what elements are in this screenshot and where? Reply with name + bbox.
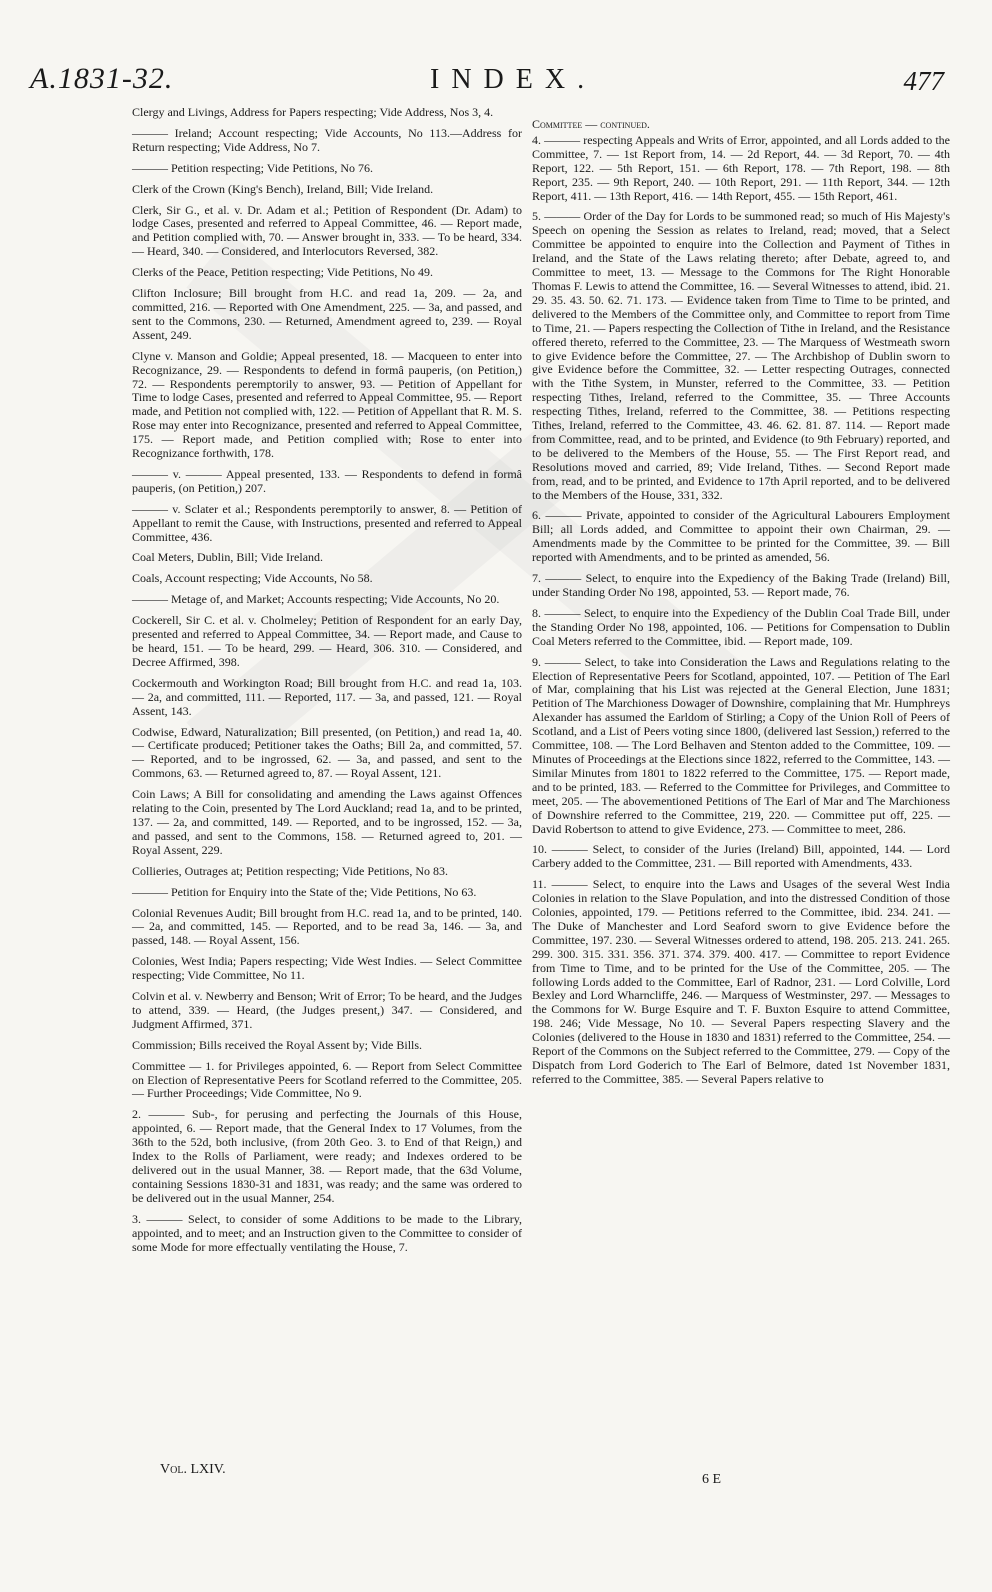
index-entry: Collieries, Outrages at; Petition respecting; Vide Petitions, No 83. — [132, 863, 449, 878]
signature-mark: 6 E — [702, 1472, 722, 1487]
index-entry: Cockermouth and Workington Road; Bill brought from H.C. and read 1a, 103. — 2a, and committed, 111. — Reported, 117. — 3a, and passed, 121. — Royal Assent, 143. — [132, 675, 522, 718]
index-entry: ——— v. ——— Appeal presented, 133. — Respondents to defend in formâ pauperis, (on Petition,) 207. — [132, 466, 522, 495]
index-entry: Clyne v. Manson and Goldie; Appeal presented, 18. — Macqueen to enter into Recognizance, 29. — Respondents to defend in formâ pauperis, (on Petition,) 72. — Respondents peremptorily to answer, 93. — Petition of Appellant for Time to lodge Cases, presented and referred to Appeal Committee, 95. — Report made, and Petition not complied with, 122. — Petition of Appellant that R. M. S. Rose may enter into Recognizance, presented and referred to Appeal Committee, 175. — Report made, and Petition complied with; Rose to enter into Recognizance forthwith, 178. — [132, 348, 522, 461]
index-entry: Clerks of the Peace, Petition respecting; Vide Petitions, No 49. — [132, 265, 434, 280]
right-column — [532, 106, 950, 1094]
index-entry: 10. ——— Select, to consider of the Juries (Ireland) Bill, appointed, 144. — Lord Carbery added to the Committee, 231. — Bill reported with Amendments, 433. — [532, 842, 950, 871]
header-year: A.1831-32. — [30, 62, 174, 95]
index-entry: ——— Ireland; Account respecting; Vide Accounts, No 113.—Address for Return respecting; Vide Address, No 7. — [132, 125, 522, 154]
index-entry: Coin Laws; A Bill for consolidating and amending the Laws against Offences relating to the Coin, presented by The Lord Auckland; read 1a, and to be printed, 137. — 2a, and committed, 149. — Reported, and to be ingrossed, 152. — 3a, and passed, and sent to the Commons, 158. — Returned agreed to, 201. — Royal Assent, 229. — [132, 787, 522, 857]
index-entry: ——— Petition respecting; Vide Petitions, No 76. — [132, 160, 374, 175]
header-title: INDEX. — [430, 64, 597, 95]
continued-heading: Committee — continued. — [532, 117, 650, 131]
index-entry: 8. ——— Select, to enquire into the Expediency of the Dublin Coal Trade Bill, under the Standing Order No 198, appointed, 106. — Petitions for Compensation to Dublin Coal Meters referred to the Committee, ibid. — Report made, 109. — [532, 605, 950, 648]
index-entry: Coal Meters, Dublin, Bill; Vide Ireland. — [132, 550, 324, 565]
index-entry: 11. ——— Select, to enquire into the Laws and Usages of the several West India Colonies in relation to the Slave Population, and into the distressed Condition of those Colonies, appointed, 179. — Petitions referred to the Committee, ibid. 234. 241. — The Duke of Manchester and Lord Seaford sworn to give Evidence before the Committee, 197. 230. — Several Witnesses ordered to attend, 198. 205. 213. 241. 265. 299. 300. 315. 331. 356. 371. 374. 379. 400. 417. — Committee to report Evidence from Time to Time, and to be printed for the Use of the Committee, 205. — The following Lords added to the Committee, Earl of Radnor, 231. — Lord Colville, Lord Bexley and Lord Wharncliffe, 246. — Marquess of Westminster, 297. — Messages to the Commons for W. Burge Esquire and T. F. Buxton Esquire to attend Committee, 198. 246; Vide Message, No 10. — Several Papers respecting Slavery and the Colonies (delivered to the House in 1830 and 1831) referred to the Committee, 254. — Report of the Commons on the Subject referred to the Committee, 279. — Copy of the Dispatch from Lord Goderich to The Earl of Belmore, dated 1st November 1831, referred to the Committee, 385. — Several Papers relative to — [532, 877, 950, 1086]
index-entry: ——— v. Sclater et al.; Respondents peremptorily to answer, 8. — Petition of Appellant to remit the Cause, with Instructions, presented and referred to Appeal Committee, 436. — [132, 501, 522, 544]
index-entry: Commission; Bills received the Royal Assent by; Vide Bills. — [132, 1037, 423, 1052]
page-number: 477 — [903, 66, 944, 96]
index-entry: ——— Metage of, and Market; Accounts respecting; Vide Accounts, No 20. — [132, 592, 500, 607]
index-entry: Codwise, Edward, Naturalization; Bill presented, (on Petition,) and read 1a, 40. — Certificate produced; Petitioner takes the Oaths; Bill 2a, and committed, 57. — Reported, and to be ingrossed, 62. — 3a, and passed, and sent to the Commons, 63. — Returned agreed to, 87. — Royal Assent, 121. — [132, 724, 522, 781]
index-entry: 9. ——— Select, to take into Consideration the Laws and Regulations relating to the Election of Representative Peers for Scotland, appointed, 107. — Petition of The Earl of Mar, complaining that his List was rejected at the General Election, June 1831; Petition of The Marchioness Dowager of Downshire, complaining that Mr. Humphreys Alexander has assumed the Earldom of Stirling; a Copy of the Union Roll of Peers of Scotland, and a List of Peers voting since 1800, (delivered last Session,) referred to the Committee, 108. — The Lord Belhaven and Stenton added to the Committee, 109. — Minutes of Proceedings at the Elections since 1822, referred to the Committee, 143. — Similar Minutes from 1801 to 1822 referred to the Committee, 175. — Report made, and to be printed, 183. — Referred to the Committee for Privileges, and Committee to meet, 205. — The abovementioned Petitions of The Earl of Mar and The Marchioness of Downshire referred to the Committee, 219, 220. — Committee put off, 225. — David Robertson to attend to give Evidence, 273. — Committee to meet, 286. — [532, 654, 950, 836]
index-entry: 3. ——— Select, to consider of some Additions to be made to the Library, appointed, and to meet; and an Instruction given to the Committee to consider of some Mode for more effectually ventilating the House, 7. — [132, 1211, 522, 1254]
index-entry: Coals, Account respecting; Vide Accounts, No 58. — [132, 571, 373, 586]
index-entry: ——— Petition for Enquiry into the State of the; Vide Petitions, No 63. — [132, 884, 477, 899]
index-entry: Colonies, West India; Papers respecting; Vide West Indies. — Select Committee respecting; Vide Committee, No 11. — [132, 954, 522, 983]
index-entry: Committee — 1. for Privileges appointed, 6. — Report from Select Committee on Election of Representative Peers for Scotland referred to the Committee, 205. — Further Proceedings; Vide Committee, No 9. — [132, 1058, 522, 1101]
index-entry: 7. ——— Select, to enquire into the Expediency of the Baking Trade (Ireland) Bill, under Standing Order No 198, appointed, 53. — Report made, 76. — [532, 571, 950, 599]
page-header — [0, 62, 992, 102]
index-entry: 4. ——— respecting Appeals and Writs of Error, appointed, and all Lords added to the Committee, 7. — 1st Report from, 14. — 2d Report, 44. — 3d Report, 70. — 4th Report, 122. — 5th Report, 151. — 6th Report, 178. — 7th Report, 198. — 8th Report, 235. — 9th Report, 240. — 10th Report, 291. — 11th Report, 344. — 12th Report, 411. — 13th Report, 416. — 14th Report, 455. — 15th Report, 461. — [532, 132, 950, 203]
index-entry: Clerk of the Crown (King's Bench), Ireland, Bill; Vide Ireland. — [132, 181, 434, 196]
index-entry: Cockerell, Sir C. et al. v. Cholmeley; Petition of Respondent for an early Day, presented and referred to Appeal Committee, 34. — Report made, and Cause to be heard, 151. — To be heard, 299. — Heard, 306. 310. — Considered, and Decree Affirmed, 398. — [132, 613, 522, 669]
index-entry: 5. ——— Order of the Day for Lords to be summoned read; so much of His Majesty's Speech on opening the Session as relates to Ireland, read; moved, that a Select Committee be appointed to enquire into the Collection and Payment of Tithes in Ireland, and the State of the Laws relating thereto; after Debate, agreed to, and Committee to meet, 13. — Message to the Commons for The Right Honorable Thomas F. Lewis to attend the Committee, 16. — Several Witnesses to attend, ibid. 21. 29. 35. 43. 50. 62. 71. 173. — Evidence taken from Time to Time to be printed, and delivered to the Members of the Committee only, and Committee to report from Time to Time, 21. — Papers respecting the Collection of Tithe in Ireland, and the Resistance offered thereto, referred to the Committee, 23. — The Marquess of Westmeath sworn to give Evidence before the Committee, 27. — The Archbishop of Dublin sworn to give Evidence before the Committee, 32. — Letter respecting Outrages, connected with the Tithe System, in Munster, referred to the Committee, 33. — Petition respecting Tithes, Ireland, referred to the Committee, 35. — Three Accounts respecting Tithes, Ireland, referred to the Committee, 38. — Petitions respecting Tithes, Ireland, referred to the Committee, 43. 46. 62. 81. 87. 114. — Report made from Committee, read, and to be printed, and Evidence (to 9th February) reported, and to be delivered to the Members of the House, 55. — The First Report read, and Resolutions moved and carried, 89; Vide Ireland, Tithes. — Second Report made from, read, and to be printed, and Evidence to 17th April reported, and to be delivered to the Members of the House, 331, 332. — [532, 209, 950, 502]
index-entry: Clergy and Livings, Address for Papers respecting; Vide Address, Nos 3, 4. — [132, 105, 494, 119]
volume-label: Vol. LXIV. — [160, 1462, 226, 1477]
index-entry: Clerk, Sir G., et al. v. Dr. Adam et al.; Petition of Respondent (Dr. Adam) to lodge Cases, presented and referred to Appeal Committee, 46. — Report made, and Petition complied with, 70. — Answer brought in, 333. — To be heard, 334. — Heard, 340. — Considered, and Interlocutors Reversed, 382. — [132, 202, 522, 259]
index-entry: Colonial Revenues Audit; Bill brought from H.C. read 1a, and to be printed, 140. — 2a, and committed, 145. — Reported, and to be read 3a, 146. — 3a, and passed, 148. — Royal Assent, 156. — [132, 905, 522, 948]
index-entry: 2. ——— Sub-, for perusing and perfecting the Journals of this House, appointed, 6. — Report made, that the General Index to 17 Volumes, from the 36th to the 52d, both inclusive, (from 20th Geo. 3. to End of that Reign,) and Index to the Rolls of Parliament, were ready; and Indexes ordered to be delivered out in the usual Manner, 38. — Report made, that the 63d Volume, containing Sessions 1830-31 and 1831, was ready; and the same was ordered to be delivered out in the usual Manner, 254. — [132, 1107, 522, 1205]
index-entry: 6. ——— Private, appointed to consider of the Agricultural Labourers Employment Bill; all Lords added, and Committee to appoint their own Chairman, 29. — Amendments made by the Committee to be printed for the Committee, 39. — Bill reported with Amendments, and to be printed as amended, 56. — [532, 508, 950, 565]
index-entry: Clifton Inclosure; Bill brought from H.C. and read 1a, 209. — 2a, and committed, 216. — Reported with One Amendment, 225. — 3a, and passed, and sent to the Commons, 230. — Returned, Amendment agreed to, 239. — Royal Assent, 249. — [132, 286, 522, 342]
left-column — [132, 106, 522, 1261]
index-entry: Colvin et al. v. Newberry and Benson; Writ of Error; To be heard, and the Judges to attend, 339. — Heard, (the Judges present,) 347. — Considered, and Judgment Affirmed, 371. — [132, 989, 522, 1031]
